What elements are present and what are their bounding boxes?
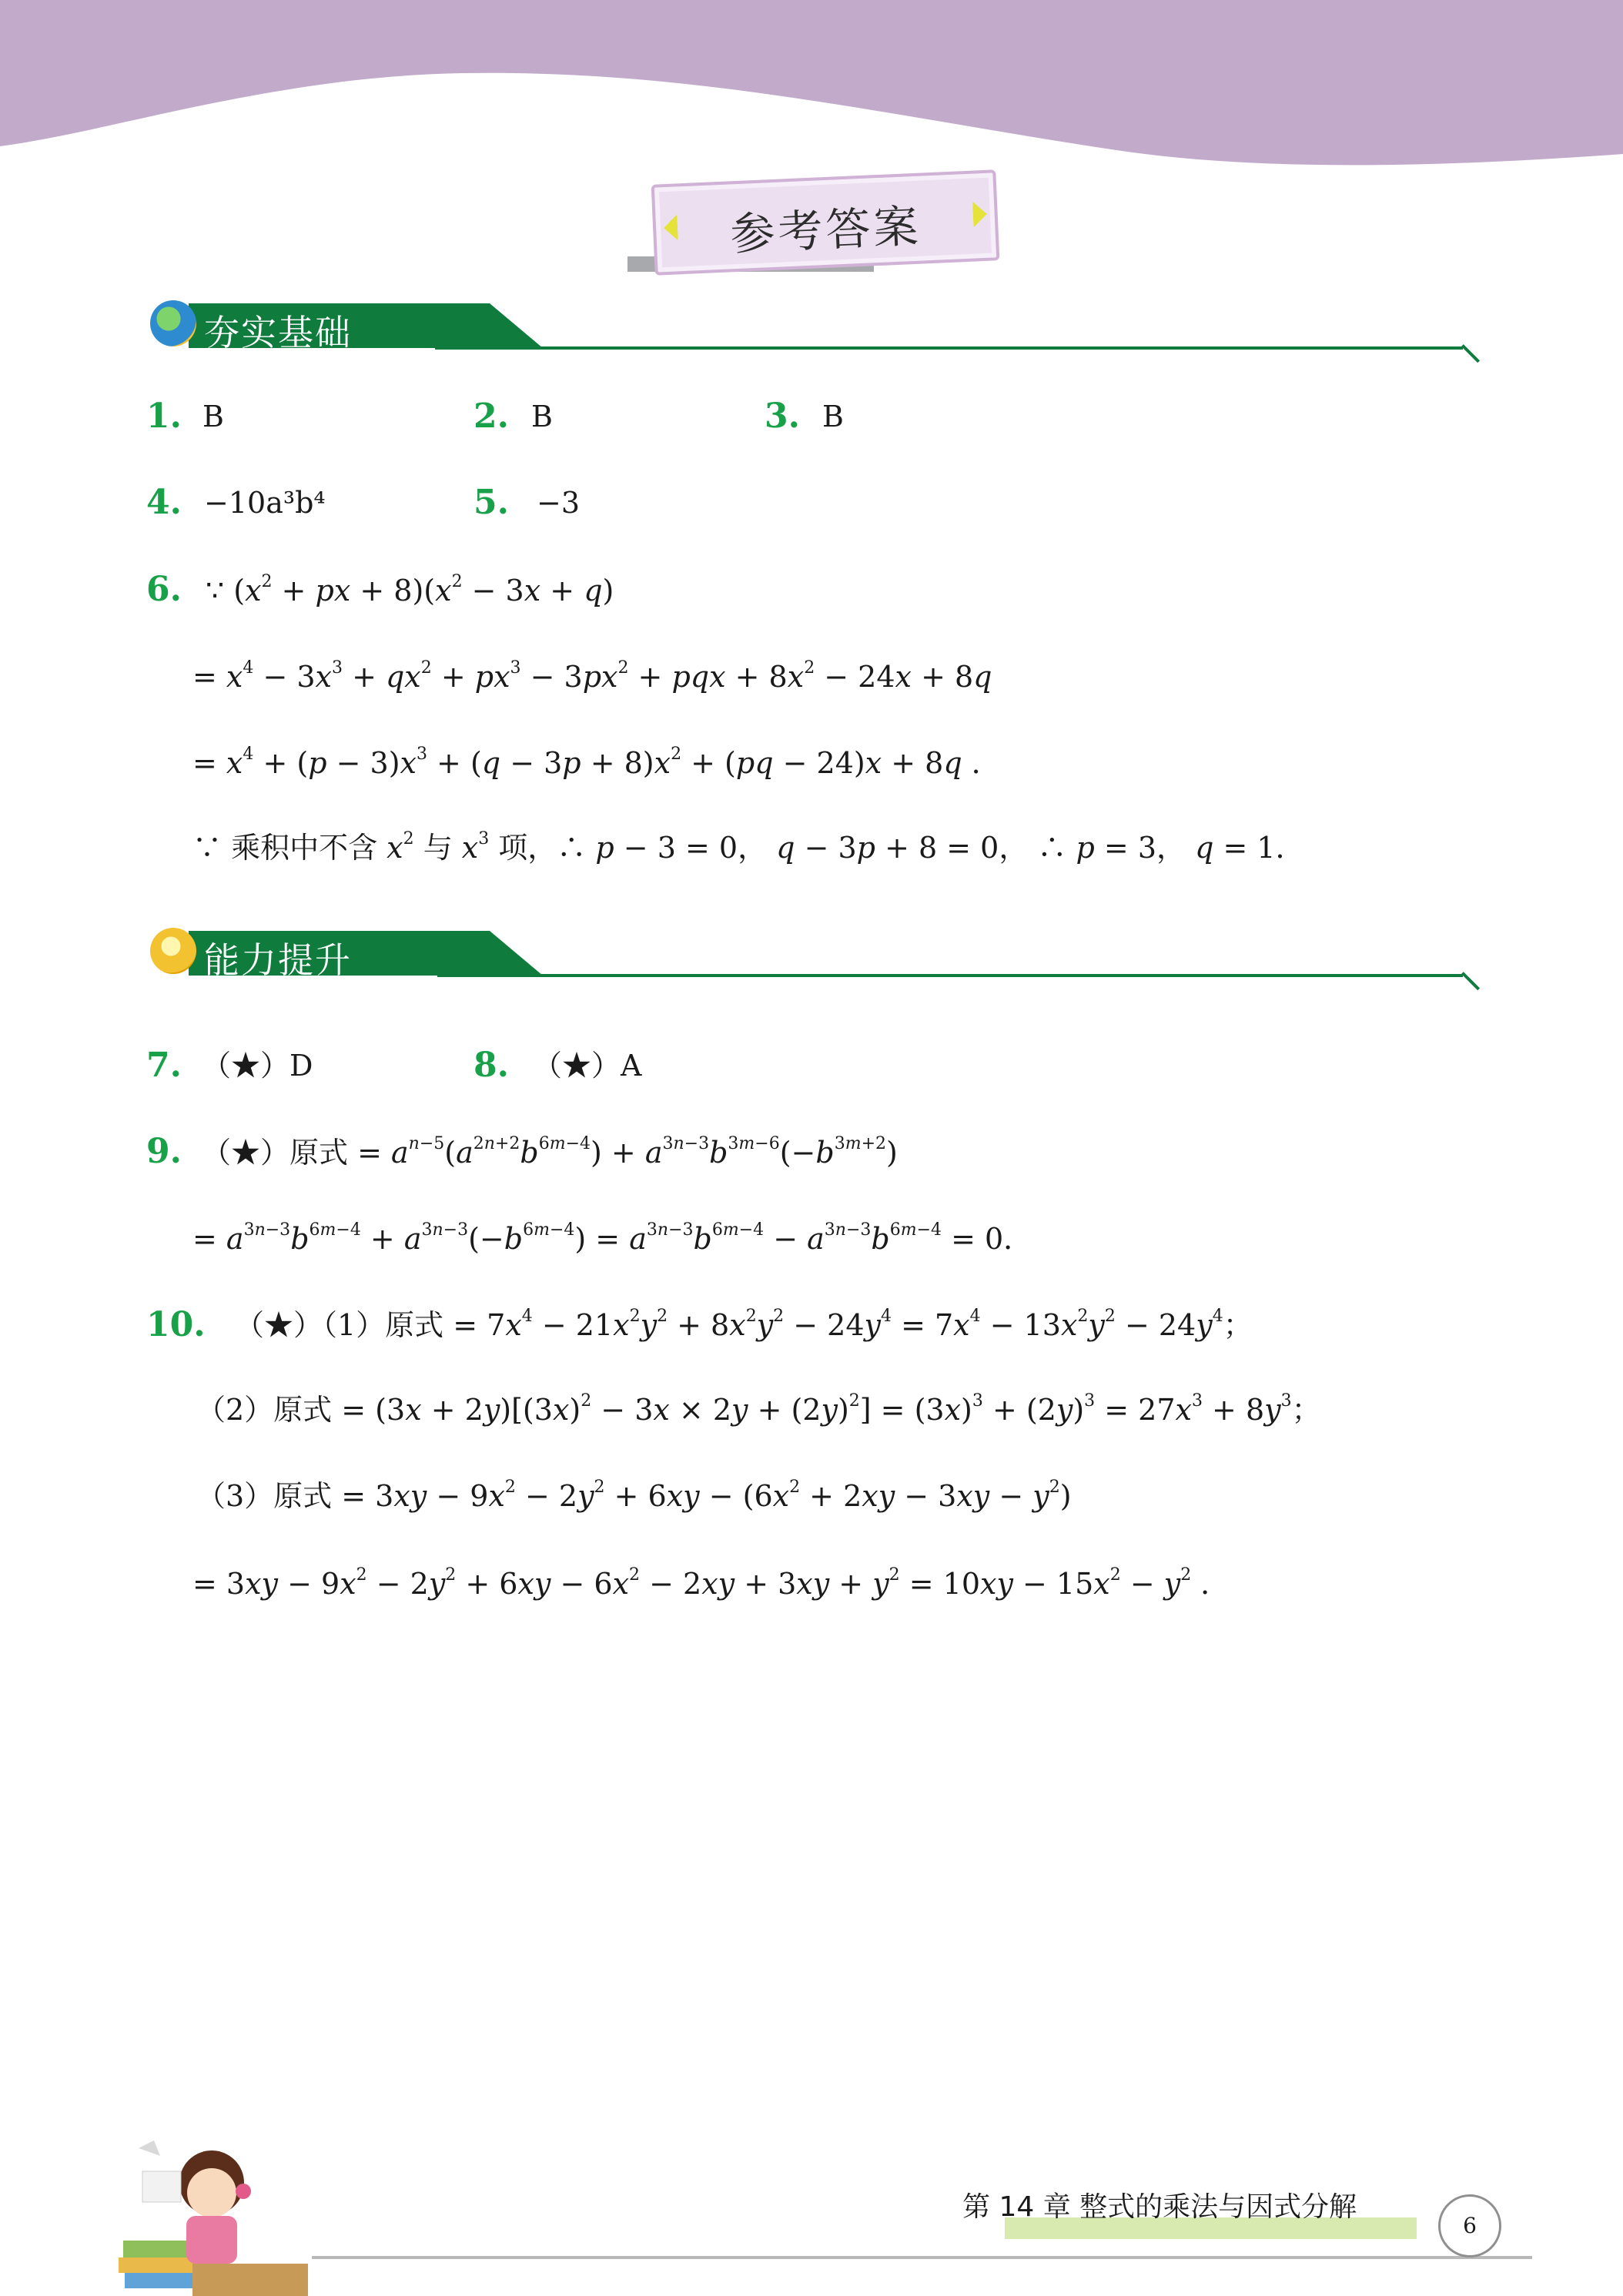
answer-text: −10a³b⁴ xyxy=(204,486,326,520)
question-number: 10. xyxy=(146,1305,206,1344)
question-number: 1. xyxy=(146,397,182,436)
student-illustration xyxy=(108,2117,316,2296)
question-number: 8. xyxy=(474,1046,509,1085)
section-label: 能力提升 xyxy=(204,939,352,981)
answer-text: −3 xyxy=(537,486,581,520)
answer-text: B xyxy=(202,400,224,433)
question-number: 9. xyxy=(146,1132,182,1171)
answer-text: B xyxy=(531,400,553,433)
solution-line: = $x^4 + (p - 3)x^3 + (q - 3p + 8)x^2 + (pq - 24)x + 8q$ ． xyxy=(192,745,1001,780)
question-number: 5. xyxy=(474,483,509,522)
solution-line: = $3xy - 9x^2 - 2y^2 + 6xy - 6x^2 - 2xy + 3xy + y^2 = 10xy - 15x^2 - y^2$ ． xyxy=(192,1565,1230,1601)
solution-line: （★）（1）原式 = $7x^4 - 21x^2y^2 + 8x^2y^2 - 24y^4 = 7x^4 - 13x^2y^2 - 24y^4$； xyxy=(235,1307,1253,1342)
section-rule xyxy=(435,346,1463,350)
answer-text: B xyxy=(822,400,844,433)
header-wave xyxy=(0,0,1623,177)
chapter-title: 第 14 章 整式的乘法与因式分解 xyxy=(962,2191,1357,2223)
question-number: 2. xyxy=(474,397,509,436)
solution-line: = $a^{3n-3}b^{6m-4} + a^{3n-3}(-b^{6m-4}) = a^{3n-3}b^{6m-4} - a^{3n-3}b^{6m-4} = 0$． xyxy=(192,1220,1033,1256)
section-head-basic xyxy=(150,300,1474,353)
section-head-advanced xyxy=(150,928,1474,981)
solution-line: （3）原式 = $3xy - 9x^2 - 2y^2 + 6xy - (6x^2 + 2xy - 3xy - y^2)$ xyxy=(196,1478,1072,1513)
page-number: 6 xyxy=(1438,2194,1501,2258)
answer-text: （★）A xyxy=(533,1049,642,1083)
solution-line: ∵ 乘积中不含 $x^2$ 与 $x^3$ 项，∴ p − 3 = 0， q − 3p + 8 = 0， ∴ p = 3， q = 1． xyxy=(192,829,1305,865)
page-title: 参考答案 xyxy=(729,199,922,261)
section-label: 夯实基础 xyxy=(204,312,352,353)
solution-line: （2）原式 = $(3x + 2y)[(3x)^2 - 3x \times 2y + (2y)^2] = (3x)^3 + (2y)^3 = 27x^3 + 8y^3$； xyxy=(196,1391,1321,1427)
question-number: 4. xyxy=(146,483,182,522)
solution-line: ∵ ($x^2$ + px + $8)(x^2 - 3x + q)$ xyxy=(206,572,614,607)
footer-rule xyxy=(312,2256,1532,2259)
lightbulb-icon xyxy=(150,928,196,974)
title-banner xyxy=(651,169,1000,275)
globe-icon xyxy=(150,300,196,346)
solution-line: = $x^4 - 3x^3 + qx^2 + px^3 - 3px^2$ + pqx + $8x^2 - 24x + 8q$ xyxy=(192,658,992,694)
solution-line: （★）原式 = $a^{n-5}(a^{2n+2}b^{6m-4}) + a^{3n-3}b^{3m-6}(-b^{3m+2})$ xyxy=(202,1134,898,1170)
question-number: 6. xyxy=(146,570,182,609)
question-number: 7. xyxy=(146,1046,182,1085)
answer-text: （★）D xyxy=(202,1049,313,1083)
question-number: 3. xyxy=(765,397,800,436)
section-rule xyxy=(437,974,1463,977)
